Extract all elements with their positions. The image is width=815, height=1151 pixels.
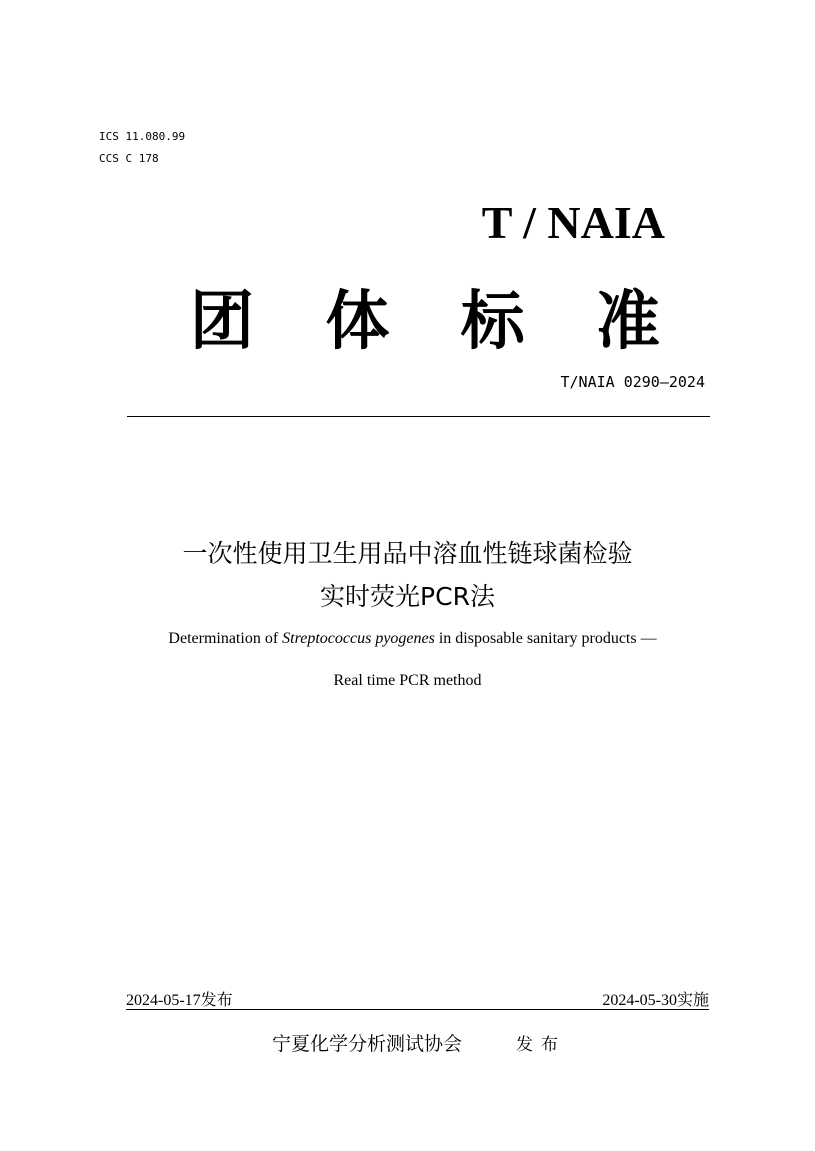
english-title-line-1 <box>5 628 815 650</box>
chinese-title-line-2: 实时荧光PCR法 <box>320 582 495 611</box>
publisher-name: 宁夏化学分析测试协会 <box>272 1033 463 1055</box>
doc-type-char: 团 <box>190 285 254 359</box>
doc-type-char: 标 <box>460 285 525 359</box>
header-divider <box>127 416 710 417</box>
doc-type-char: 准 <box>595 285 660 359</box>
effective-date: 2024-05-30实施 <box>602 992 709 1009</box>
release-date: 2024-05-17发布 <box>126 992 233 1009</box>
english-title-prefix: Determination of <box>168 630 283 647</box>
species-name: Streptococcus pyogenes <box>282 630 435 647</box>
standard-number: T/NAIA 0290—2024 <box>560 373 705 391</box>
publish-label: 发布 <box>516 1035 566 1055</box>
ccs-code: CCS C 178 <box>99 152 159 165</box>
english-title-suffix: in disposable sanitary products — <box>434 630 657 647</box>
ics-code: ICS 11.080.99 <box>99 130 186 143</box>
document-type-heading <box>190 282 660 362</box>
english-title-line-2: Real time PCR method <box>333 672 482 689</box>
doc-type-char: 体 <box>325 285 390 359</box>
chinese-title-line-1: 一次性使用卫生用品中溶血性链球菌检验 <box>182 539 633 568</box>
footer-divider <box>126 1009 709 1010</box>
standard-org-code: T / NAIA <box>481 197 665 248</box>
